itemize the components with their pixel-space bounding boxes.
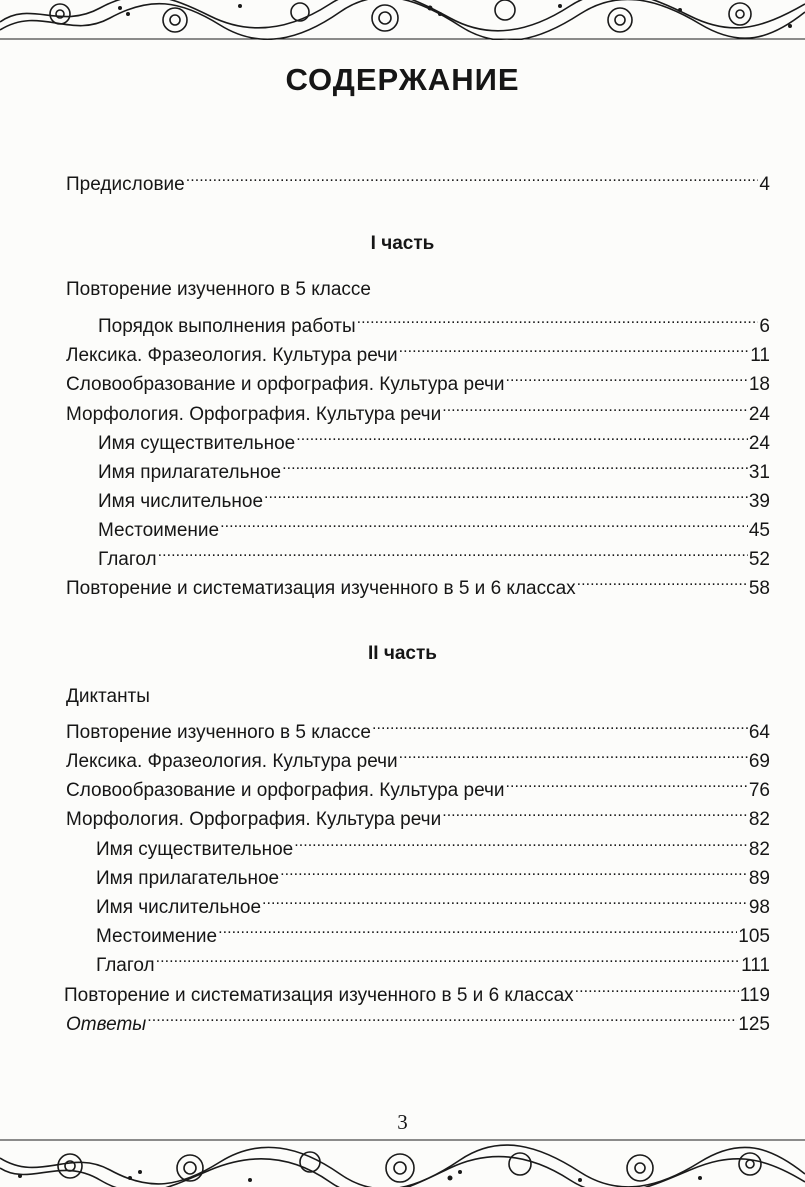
part1-group-label: Повторение изученного в 5 классе [66, 279, 371, 300]
dot-leader [442, 396, 748, 420]
toc-entry-label: Имя существительное [98, 433, 296, 454]
toc-entry-label: Морфология. Орфография. Культура речи [66, 809, 442, 830]
page-number: 3 [397, 1110, 408, 1134]
toc-entry-label: Глагол [96, 955, 155, 976]
toc-entry-page: 89 [748, 868, 770, 889]
toc-entry[interactable] [98, 454, 770, 485]
toc-entry[interactable] [66, 366, 770, 397]
dot-leader [264, 483, 748, 507]
dot-leader [262, 889, 748, 913]
toc-entry-page: 82 [748, 839, 770, 860]
toc-entry-label: Предисловие [66, 174, 185, 195]
toc-entry-label: Ответы [66, 1014, 147, 1035]
toc-entry-page: 6 [759, 316, 770, 337]
toc-entry-page: 69 [748, 751, 770, 772]
toc-entry-page: 111 [741, 955, 770, 976]
toc-entry-answers[interactable] [66, 1006, 770, 1037]
toc-entry-label: Имя числительное [96, 897, 262, 918]
dot-leader [399, 337, 750, 361]
toc-entry-page: 24 [748, 404, 770, 425]
dot-leader [186, 166, 759, 190]
toc-entry-label: Имя числительное [98, 491, 264, 512]
toc-entry-label: Местоимение [98, 520, 220, 541]
toc-entry-label: Морфология. Орфография. Культура речи [66, 404, 442, 425]
toc-entry[interactable] [96, 831, 770, 862]
toc-entry[interactable] [66, 714, 770, 745]
part1-heading: I часть [370, 233, 435, 254]
toc-entry[interactable] [66, 772, 770, 803]
toc-entry[interactable] [98, 541, 770, 572]
toc-entry-label: Имя существительное [96, 839, 294, 860]
toc-entry-page: 64 [748, 722, 770, 743]
toc-entry-label: Имя прилагательное [98, 462, 282, 483]
toc-entry[interactable] [66, 743, 770, 774]
toc-entry-page: 52 [748, 549, 770, 570]
toc-entry-page: 39 [748, 491, 770, 512]
toc-entry-page: 76 [748, 780, 770, 801]
toc-entry-page: 11 [750, 345, 770, 366]
toc-entry[interactable] [66, 801, 770, 832]
toc-entry[interactable] [96, 860, 770, 891]
dot-leader [280, 860, 748, 884]
part2-group-label: Диктанты [66, 686, 150, 707]
toc-entry-label: Повторение и систематизация изученного в 5 и 6 классах [66, 578, 576, 599]
toc-entry-page: 31 [748, 462, 770, 483]
toc-entry-page: 105 [738, 926, 770, 947]
part2-heading: II часть [368, 643, 437, 664]
toc-entry[interactable] [64, 977, 770, 1008]
toc-entry[interactable] [66, 396, 770, 427]
toc-entry-label: Повторение и систематизация изученного в 5 и 6 классах [64, 985, 574, 1006]
toc-entry-label: Словообразование и орфография. Культура речи [66, 374, 505, 395]
dot-leader [158, 541, 748, 565]
toc-entry-label: Местоимение [96, 926, 218, 947]
toc-entry-page: 18 [748, 374, 770, 395]
dot-leader [218, 918, 737, 942]
toc-entry-label: Повторение изученного в 5 классе [66, 722, 371, 743]
dot-leader [156, 947, 740, 971]
toc-entry[interactable] [98, 425, 770, 456]
toc-entry-preface[interactable] [66, 166, 770, 197]
toc-entry[interactable] [66, 570, 770, 601]
dot-leader [442, 801, 748, 825]
dot-leader [399, 743, 748, 767]
toc-entry-label: Порядок выполнения работы [98, 316, 356, 337]
dot-leader [147, 1006, 737, 1030]
toc-entry-label: Глагол [98, 549, 157, 570]
toc-entry[interactable] [98, 512, 770, 543]
toc-entry-page: 4 [759, 174, 770, 195]
dot-leader [506, 772, 748, 796]
dot-leader [357, 308, 759, 332]
toc-entry-page: 45 [748, 520, 770, 541]
dot-leader [296, 425, 748, 449]
toc-entry-page: 125 [738, 1014, 770, 1035]
toc-entry[interactable] [66, 337, 770, 368]
toc-entry-label: Словообразование и орфография. Культура речи [66, 780, 505, 801]
toc-entry[interactable] [96, 947, 770, 978]
toc-entry[interactable] [96, 918, 770, 949]
dot-leader [506, 366, 748, 390]
dot-leader [220, 512, 748, 536]
toc-entry[interactable] [98, 483, 770, 514]
toc-entry-page: 82 [748, 809, 770, 830]
page-title: СОДЕРЖАНИЕ [285, 62, 520, 97]
toc-entry-page: 24 [748, 433, 770, 454]
dot-leader [577, 570, 748, 594]
toc-entry-page: 58 [748, 578, 770, 599]
bottom-ornament-border [0, 1138, 805, 1187]
toc-entry-page: 119 [739, 985, 770, 1006]
toc-entry[interactable] [98, 308, 770, 339]
toc-entry-page: 98 [748, 897, 770, 918]
dot-leader [575, 977, 739, 1001]
toc-entry-label: Имя прилагательное [96, 868, 280, 889]
dot-leader [372, 714, 748, 738]
dot-leader [294, 831, 748, 855]
dot-leader [282, 454, 748, 478]
toc-entry[interactable] [96, 889, 770, 920]
toc-entry-label: Лексика. Фразеология. Культура речи [66, 751, 398, 772]
toc-entry-label: Лексика. Фразеология. Культура речи [66, 345, 398, 366]
